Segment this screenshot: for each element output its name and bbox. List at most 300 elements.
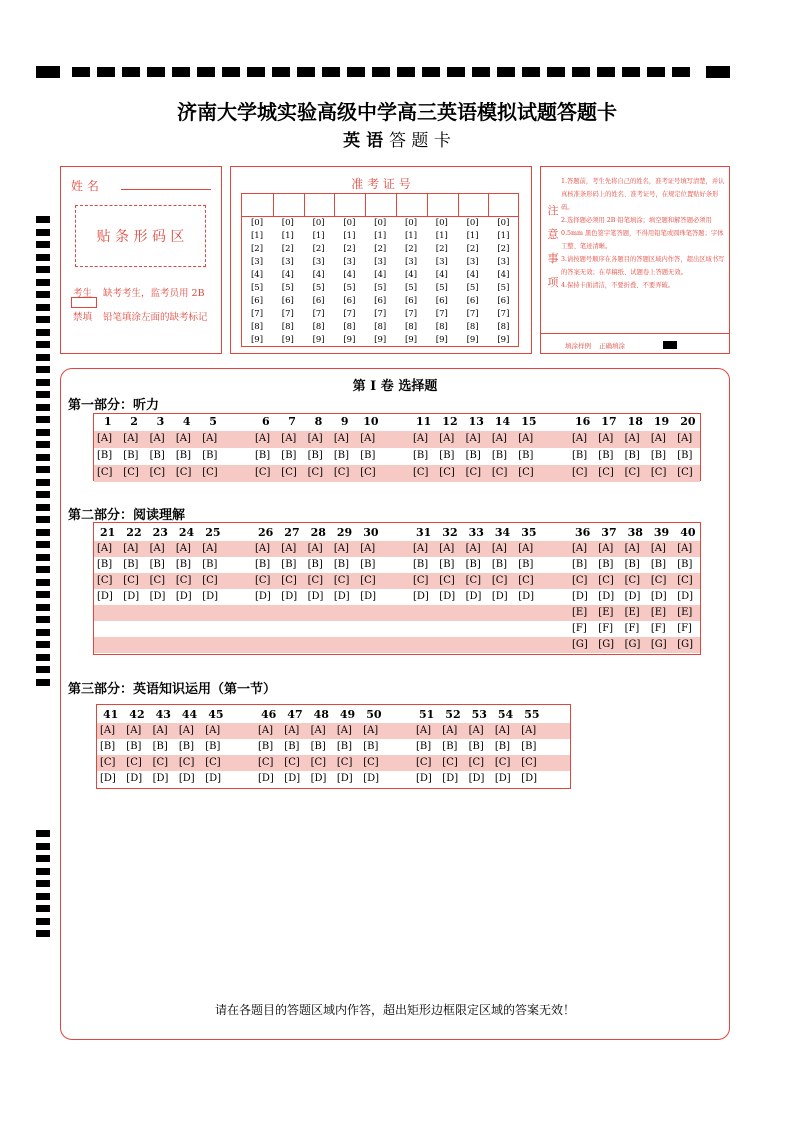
option-bubble[interactable]: [C] <box>572 467 588 478</box>
option-bubble[interactable]: [C] <box>650 575 667 586</box>
option-bubble[interactable]: [E] <box>598 607 614 618</box>
option-bubble[interactable]: [A] <box>363 725 379 736</box>
option-bubble[interactable]: [F] <box>598 623 614 634</box>
option-bubble[interactable]: [B] <box>149 450 165 461</box>
option-bubble[interactable]: [B] <box>468 741 484 752</box>
exam-id-digit[interactable]: [7] <box>497 309 510 319</box>
option-bubble[interactable]: [D] <box>258 773 274 784</box>
option-bubble[interactable]: [B] <box>416 741 432 752</box>
option-bubble[interactable]: [C] <box>149 575 166 586</box>
exam-id-digit[interactable]: [7] <box>281 309 294 319</box>
option-bubble[interactable]: [A] <box>97 543 113 554</box>
option-bubble[interactable]: [C] <box>310 757 327 768</box>
option-bubble[interactable]: [A] <box>650 433 666 444</box>
option-bubble[interactable]: [A] <box>465 433 481 444</box>
option-bubble[interactable]: [B] <box>123 559 139 570</box>
option-bubble[interactable]: [A] <box>494 725 510 736</box>
option-bubble[interactable]: [A] <box>518 543 534 554</box>
exam-id-digit[interactable]: [8] <box>497 322 510 332</box>
option-bubble[interactable]: [C] <box>518 575 534 586</box>
exam-id-digit[interactable]: [8] <box>250 322 264 332</box>
option-bubble[interactable]: [B] <box>175 450 192 461</box>
option-bubble[interactable]: [C] <box>677 467 693 478</box>
option-bubble[interactable]: [B] <box>123 450 139 461</box>
exam-id-digit[interactable]: [6] <box>250 296 264 306</box>
option-bubble[interactable]: [A] <box>598 433 614 444</box>
option-bubble[interactable]: [C] <box>202 575 218 586</box>
option-bubble[interactable]: [A] <box>624 433 640 444</box>
option-bubble[interactable]: [G] <box>598 639 615 650</box>
exam-id-digit[interactable]: [5] <box>281 283 294 293</box>
option-bubble[interactable]: [C] <box>518 467 534 478</box>
exam-id-digit[interactable]: [2] <box>281 244 294 254</box>
exam-id-digit[interactable]: [6] <box>466 296 479 306</box>
exam-id-digit[interactable]: [7] <box>466 309 479 319</box>
option-bubble[interactable]: [B] <box>284 741 300 752</box>
option-bubble[interactable]: [F] <box>650 623 666 634</box>
option-bubble[interactable]: [C] <box>572 575 588 586</box>
option-bubble[interactable]: [B] <box>307 559 323 570</box>
option-bubble[interactable]: [B] <box>413 559 429 570</box>
option-bubble[interactable]: [F] <box>572 623 587 634</box>
option-bubble[interactable]: [A] <box>650 543 666 554</box>
option-bubble[interactable]: [A] <box>333 543 349 554</box>
option-bubble[interactable]: [A] <box>521 725 537 736</box>
option-bubble[interactable]: [B] <box>175 559 192 570</box>
option-bubble[interactable]: [A] <box>491 543 507 554</box>
option-bubble[interactable]: [A] <box>255 543 271 554</box>
exam-id-digit[interactable]: [2] <box>250 244 264 254</box>
option-bubble[interactable]: [A] <box>97 433 113 444</box>
option-bubble[interactable]: [A] <box>255 433 271 444</box>
option-bubble[interactable]: [A] <box>205 725 221 736</box>
option-bubble[interactable]: [A] <box>178 725 194 736</box>
option-bubble[interactable]: [C] <box>202 467 218 478</box>
exam-id-digit[interactable]: [2] <box>343 244 356 254</box>
exam-id-digit[interactable]: [0] <box>466 218 479 228</box>
option-bubble[interactable]: [E] <box>650 607 666 618</box>
exam-id-digit[interactable]: [6] <box>435 296 448 306</box>
exam-id-digit[interactable]: [1] <box>312 231 325 241</box>
name-line[interactable] <box>121 189 211 190</box>
option-bubble[interactable]: [C] <box>175 575 192 586</box>
option-bubble[interactable]: [A] <box>175 433 191 444</box>
option-bubble[interactable]: [A] <box>360 433 376 444</box>
option-bubble[interactable]: [D] <box>491 591 508 602</box>
exam-id-digit[interactable]: [0] <box>250 218 264 228</box>
option-bubble[interactable]: [C] <box>468 757 485 768</box>
exam-id-digit[interactable]: [5] <box>343 283 356 293</box>
option-bubble[interactable]: [D] <box>465 591 482 602</box>
option-bubble[interactable]: [C] <box>336 757 353 768</box>
option-bubble[interactable]: [D] <box>126 773 143 784</box>
option-bubble[interactable]: [A] <box>416 725 432 736</box>
exam-id-digit[interactable]: [4] <box>435 270 448 280</box>
exam-id-digit[interactable]: [4] <box>374 270 387 280</box>
option-bubble[interactable]: [D] <box>281 591 298 602</box>
option-bubble[interactable]: [D] <box>518 591 535 602</box>
exam-id-digit[interactable]: [6] <box>497 296 510 306</box>
option-bubble[interactable]: [B] <box>624 450 640 461</box>
option-bubble[interactable]: [C] <box>284 757 300 768</box>
exam-id-digit[interactable]: [9] <box>374 335 387 345</box>
option-bubble[interactable]: [B] <box>178 741 195 752</box>
option-bubble[interactable]: [A] <box>677 433 693 444</box>
option-bubble[interactable]: [C] <box>333 575 350 586</box>
option-bubble[interactable]: [B] <box>281 450 297 461</box>
exam-id-digit[interactable]: [4] <box>497 270 510 280</box>
option-bubble[interactable]: [D] <box>494 773 511 784</box>
option-bubble[interactable]: [D] <box>336 773 353 784</box>
exam-id-digit[interactable]: [7] <box>250 309 264 319</box>
option-bubble[interactable]: [A] <box>491 433 507 444</box>
exam-id-digit[interactable]: [5] <box>466 283 479 293</box>
option-bubble[interactable]: [E] <box>624 607 640 618</box>
option-bubble[interactable]: [C] <box>360 467 376 478</box>
option-bubble[interactable]: [G] <box>572 639 588 650</box>
option-bubble[interactable]: [G] <box>624 639 641 650</box>
exam-id-digit[interactable]: [5] <box>250 283 264 293</box>
option-bubble[interactable]: [C] <box>333 467 350 478</box>
option-bubble[interactable]: [B] <box>598 559 614 570</box>
exam-id-digit[interactable]: [1] <box>343 231 356 241</box>
option-bubble[interactable]: [C] <box>205 757 221 768</box>
option-bubble[interactable]: [C] <box>677 575 693 586</box>
option-bubble[interactable]: [C] <box>413 575 429 586</box>
option-bubble[interactable]: [D] <box>416 773 432 784</box>
option-bubble[interactable]: [C] <box>598 575 614 586</box>
option-bubble[interactable]: [A] <box>281 543 297 554</box>
exam-id-digit[interactable]: [2] <box>312 244 325 254</box>
option-bubble[interactable]: [B] <box>572 450 588 461</box>
option-bubble[interactable]: [A] <box>413 543 429 554</box>
option-bubble[interactable]: [B] <box>202 559 218 570</box>
option-bubble[interactable]: [D] <box>255 591 271 602</box>
option-bubble[interactable]: [G] <box>677 639 693 650</box>
exam-id-digit[interactable]: [1] <box>404 231 418 241</box>
option-bubble[interactable]: [A] <box>307 433 323 444</box>
option-bubble[interactable]: [D] <box>521 773 538 784</box>
option-bubble[interactable]: [C] <box>363 757 379 768</box>
exam-id-digit[interactable]: [6] <box>312 296 325 306</box>
exam-id-digit[interactable]: [3] <box>250 257 264 267</box>
option-bubble[interactable]: [B] <box>442 741 458 752</box>
option-bubble[interactable]: [A] <box>439 433 455 444</box>
option-bubble[interactable]: [A] <box>465 543 481 554</box>
option-bubble[interactable]: [B] <box>518 559 534 570</box>
option-bubble[interactable]: [D] <box>100 773 116 784</box>
exam-id-digit[interactable]: [8] <box>466 322 479 332</box>
absent-mark-box[interactable] <box>71 297 97 308</box>
option-bubble[interactable]: [C] <box>178 757 195 768</box>
option-bubble[interactable]: [B] <box>307 450 323 461</box>
option-bubble[interactable]: [C] <box>360 575 376 586</box>
exam-id-digit[interactable]: [5] <box>497 283 510 293</box>
option-bubble[interactable]: [C] <box>255 575 271 586</box>
option-bubble[interactable]: [B] <box>333 559 350 570</box>
option-bubble[interactable]: [C] <box>442 757 458 768</box>
option-bubble[interactable]: [C] <box>281 467 297 478</box>
option-bubble[interactable]: [C] <box>149 467 166 478</box>
option-bubble[interactable]: [C] <box>465 467 482 478</box>
option-bubble[interactable]: [C] <box>494 757 511 768</box>
option-bubble[interactable]: [B] <box>255 450 271 461</box>
option-bubble[interactable]: [B] <box>598 450 614 461</box>
exam-id-digit[interactable]: [3] <box>466 257 479 267</box>
option-bubble[interactable]: [B] <box>521 741 537 752</box>
option-bubble[interactable]: [A] <box>310 725 326 736</box>
option-bubble[interactable]: [D] <box>149 591 166 602</box>
option-bubble[interactable]: [A] <box>175 543 191 554</box>
exam-id-digit[interactable]: [1] <box>281 231 294 241</box>
option-bubble[interactable]: [D] <box>310 773 327 784</box>
exam-id-digit[interactable]: [8] <box>374 322 387 332</box>
option-bubble[interactable]: [B] <box>333 450 350 461</box>
option-bubble[interactable]: [C] <box>100 757 116 768</box>
exam-id-digit[interactable]: [3] <box>497 257 510 267</box>
option-bubble[interactable]: [D] <box>307 591 324 602</box>
option-bubble[interactable]: [C] <box>123 575 139 586</box>
option-bubble[interactable]: [E] <box>572 607 588 618</box>
exam-id-digit[interactable]: [2] <box>435 244 448 254</box>
option-bubble[interactable]: [B] <box>491 450 508 461</box>
option-bubble[interactable]: [C] <box>439 575 455 586</box>
option-bubble[interactable]: [C] <box>307 467 324 478</box>
option-bubble[interactable]: [D] <box>333 591 350 602</box>
option-bubble[interactable]: [A] <box>677 543 693 554</box>
option-bubble[interactable]: [A] <box>149 433 165 444</box>
option-bubble[interactable]: [D] <box>650 591 667 602</box>
option-bubble[interactable]: [D] <box>598 591 615 602</box>
option-bubble[interactable]: [C] <box>307 575 324 586</box>
option-bubble[interactable]: [D] <box>363 773 380 784</box>
exam-id-digit[interactable]: [0] <box>404 218 418 228</box>
option-bubble[interactable]: [C] <box>598 467 614 478</box>
exam-id-digit[interactable]: [3] <box>281 257 294 267</box>
option-bubble[interactable]: [B] <box>494 741 511 752</box>
exam-id-digit[interactable]: [4] <box>312 270 325 280</box>
option-bubble[interactable]: [C] <box>97 467 113 478</box>
option-bubble[interactable]: [A] <box>123 543 139 554</box>
option-bubble[interactable]: [D] <box>284 773 301 784</box>
option-bubble[interactable]: [C] <box>624 467 641 478</box>
option-bubble[interactable]: [B] <box>413 450 429 461</box>
exam-id-digit[interactable]: [8] <box>435 322 448 332</box>
option-bubble[interactable]: [D] <box>152 773 169 784</box>
option-bubble[interactable]: [B] <box>97 450 113 461</box>
option-bubble[interactable]: [A] <box>598 543 614 554</box>
exam-id-digit[interactable]: [2] <box>497 244 510 254</box>
option-bubble[interactable]: [A] <box>258 725 274 736</box>
option-bubble[interactable]: [B] <box>677 559 693 570</box>
exam-id-digit[interactable]: [2] <box>466 244 479 254</box>
option-bubble[interactable]: [A] <box>336 725 352 736</box>
option-bubble[interactable]: [A] <box>518 433 534 444</box>
option-bubble[interactable]: [B] <box>281 559 297 570</box>
exam-id-digit[interactable]: [7] <box>343 309 356 319</box>
option-bubble[interactable]: [B] <box>205 741 221 752</box>
exam-id-digit[interactable]: [4] <box>343 270 356 280</box>
exam-id-digit[interactable]: [3] <box>343 257 356 267</box>
exam-id-digit[interactable]: [7] <box>374 309 387 319</box>
exam-id-digit[interactable]: [7] <box>435 309 448 319</box>
option-bubble[interactable]: [C] <box>416 757 432 768</box>
option-bubble[interactable]: [A] <box>149 543 165 554</box>
exam-id-digit[interactable]: [6] <box>343 296 356 306</box>
exam-id-digit[interactable]: [8] <box>312 322 325 332</box>
option-bubble[interactable]: [B] <box>363 741 379 752</box>
option-bubble[interactable]: [F] <box>677 623 692 634</box>
option-bubble[interactable]: [B] <box>360 450 376 461</box>
option-bubble[interactable]: [B] <box>97 559 113 570</box>
option-bubble[interactable]: [A] <box>624 543 640 554</box>
exam-id-digit[interactable]: [2] <box>374 244 387 254</box>
option-bubble[interactable]: [C] <box>491 575 508 586</box>
option-bubble[interactable]: [B] <box>310 741 326 752</box>
option-bubble[interactable]: [B] <box>677 450 693 461</box>
option-bubble[interactable]: [B] <box>152 741 168 752</box>
option-bubble[interactable]: [D] <box>202 591 219 602</box>
exam-id-digit[interactable]: [9] <box>343 335 356 345</box>
option-bubble[interactable]: [A] <box>333 433 349 444</box>
option-bubble[interactable]: [A] <box>572 543 588 554</box>
exam-id-digit[interactable]: [4] <box>404 270 418 280</box>
exam-id-digit[interactable]: [0] <box>312 218 325 228</box>
exam-id-digit[interactable]: [9] <box>281 335 294 345</box>
exam-id-digit[interactable]: [1] <box>497 231 510 241</box>
exam-id-digit[interactable]: [4] <box>281 270 294 280</box>
exam-id-digit[interactable]: [9] <box>250 335 264 345</box>
exam-id-digit[interactable]: [9] <box>497 335 510 345</box>
option-bubble[interactable]: [D] <box>178 773 195 784</box>
option-bubble[interactable]: [B] <box>258 741 274 752</box>
option-bubble[interactable]: [A] <box>202 433 218 444</box>
option-bubble[interactable]: [B] <box>465 559 481 570</box>
exam-id-digit[interactable]: [3] <box>312 257 325 267</box>
option-bubble[interactable]: [B] <box>255 559 271 570</box>
option-bubble[interactable]: [B] <box>650 450 667 461</box>
exam-id-digit[interactable]: [8] <box>404 322 418 332</box>
option-bubble[interactable]: [C] <box>126 757 142 768</box>
exam-id-digit[interactable]: [5] <box>404 283 418 293</box>
option-bubble[interactable]: [B] <box>202 450 218 461</box>
option-bubble[interactable]: [D] <box>123 591 140 602</box>
option-bubble[interactable]: [B] <box>149 559 165 570</box>
exam-id-digit[interactable]: [9] <box>435 335 448 345</box>
exam-id-digit[interactable]: [6] <box>281 296 294 306</box>
option-bubble[interactable]: [E] <box>677 607 693 618</box>
option-bubble[interactable]: [B] <box>336 741 353 752</box>
exam-id-digit[interactable]: [3] <box>404 257 418 267</box>
option-bubble[interactable]: [D] <box>624 591 641 602</box>
option-bubble[interactable]: [A] <box>413 433 429 444</box>
exam-id-digit[interactable]: [4] <box>250 270 264 280</box>
exam-id-digit[interactable]: [0] <box>343 218 356 228</box>
exam-id-digit[interactable]: [5] <box>312 283 325 293</box>
option-bubble[interactable]: [B] <box>624 559 640 570</box>
option-bubble[interactable]: [C] <box>465 575 482 586</box>
option-bubble[interactable]: [C] <box>439 467 455 478</box>
exam-id-digit[interactable]: [0] <box>497 218 510 228</box>
option-bubble[interactable]: [A] <box>126 725 142 736</box>
exam-id-digit[interactable]: [9] <box>466 335 479 345</box>
option-bubble[interactable]: [D] <box>175 591 192 602</box>
option-bubble[interactable]: [D] <box>205 773 222 784</box>
option-bubble[interactable]: [D] <box>677 591 694 602</box>
option-bubble[interactable]: [A] <box>439 543 455 554</box>
option-bubble[interactable]: [C] <box>650 467 667 478</box>
option-bubble[interactable]: [B] <box>360 559 376 570</box>
option-bubble[interactable]: [C] <box>281 575 297 586</box>
option-bubble[interactable]: [D] <box>439 591 456 602</box>
option-bubble[interactable]: [A] <box>442 725 458 736</box>
option-bubble[interactable]: [D] <box>360 591 377 602</box>
exam-id-digit[interactable]: [9] <box>404 335 418 345</box>
option-bubble[interactable]: [D] <box>468 773 485 784</box>
option-bubble[interactable]: [C] <box>413 467 429 478</box>
option-bubble[interactable]: [C] <box>624 575 641 586</box>
option-bubble[interactable]: [A] <box>360 543 376 554</box>
exam-id-digit[interactable]: [6] <box>404 296 418 306</box>
exam-id-digit[interactable]: [2] <box>404 244 418 254</box>
exam-id-digit[interactable]: [3] <box>435 257 448 267</box>
option-bubble[interactable]: [C] <box>97 575 113 586</box>
option-bubble[interactable]: [C] <box>255 467 271 478</box>
option-bubble[interactable]: [A] <box>468 725 484 736</box>
exam-id-digit[interactable]: [5] <box>435 283 448 293</box>
option-bubble[interactable]: [A] <box>281 433 297 444</box>
option-bubble[interactable]: [G] <box>650 639 667 650</box>
exam-id-digit[interactable]: [7] <box>404 309 418 319</box>
option-bubble[interactable]: [A] <box>152 725 168 736</box>
option-bubble[interactable]: [B] <box>465 450 481 461</box>
exam-id-digit[interactable]: [5] <box>374 283 387 293</box>
option-bubble[interactable]: [B] <box>572 559 588 570</box>
exam-id-digit[interactable]: [7] <box>312 309 325 319</box>
option-bubble[interactable]: [B] <box>439 559 455 570</box>
exam-id-digit[interactable]: [4] <box>466 270 479 280</box>
exam-id-digit[interactable]: [8] <box>343 322 356 332</box>
option-bubble[interactable]: [B] <box>439 450 455 461</box>
option-bubble[interactable]: [B] <box>650 559 667 570</box>
option-bubble[interactable]: [C] <box>521 757 537 768</box>
option-bubble[interactable]: [A] <box>307 543 323 554</box>
exam-id-digit[interactable]: [0] <box>435 218 448 228</box>
option-bubble[interactable]: [C] <box>491 467 508 478</box>
option-bubble[interactable]: [A] <box>100 725 116 736</box>
exam-id-digit[interactable]: [6] <box>374 296 387 306</box>
option-bubble[interactable]: [B] <box>491 559 508 570</box>
option-bubble[interactable]: [D] <box>442 773 459 784</box>
option-bubble[interactable]: [A] <box>202 543 218 554</box>
option-bubble[interactable]: [C] <box>258 757 274 768</box>
option-bubble[interactable]: [B] <box>126 741 142 752</box>
option-bubble[interactable]: [C] <box>175 467 192 478</box>
option-bubble[interactable]: [D] <box>97 591 113 602</box>
exam-id-digit[interactable]: [0] <box>281 218 294 228</box>
option-bubble[interactable]: [B] <box>100 741 116 752</box>
option-bubble[interactable]: [D] <box>572 591 588 602</box>
option-bubble[interactable]: [A] <box>123 433 139 444</box>
exam-id-digit[interactable]: [1] <box>435 231 448 241</box>
option-bubble[interactable]: [F] <box>624 623 640 634</box>
option-bubble[interactable]: [B] <box>518 450 534 461</box>
option-bubble[interactable]: [A] <box>284 725 300 736</box>
exam-id-digit[interactable]: [0] <box>374 218 387 228</box>
exam-id-digit[interactable]: [1] <box>250 231 264 241</box>
exam-id-digit[interactable]: [3] <box>374 257 387 267</box>
exam-id-digit[interactable]: [1] <box>466 231 479 241</box>
